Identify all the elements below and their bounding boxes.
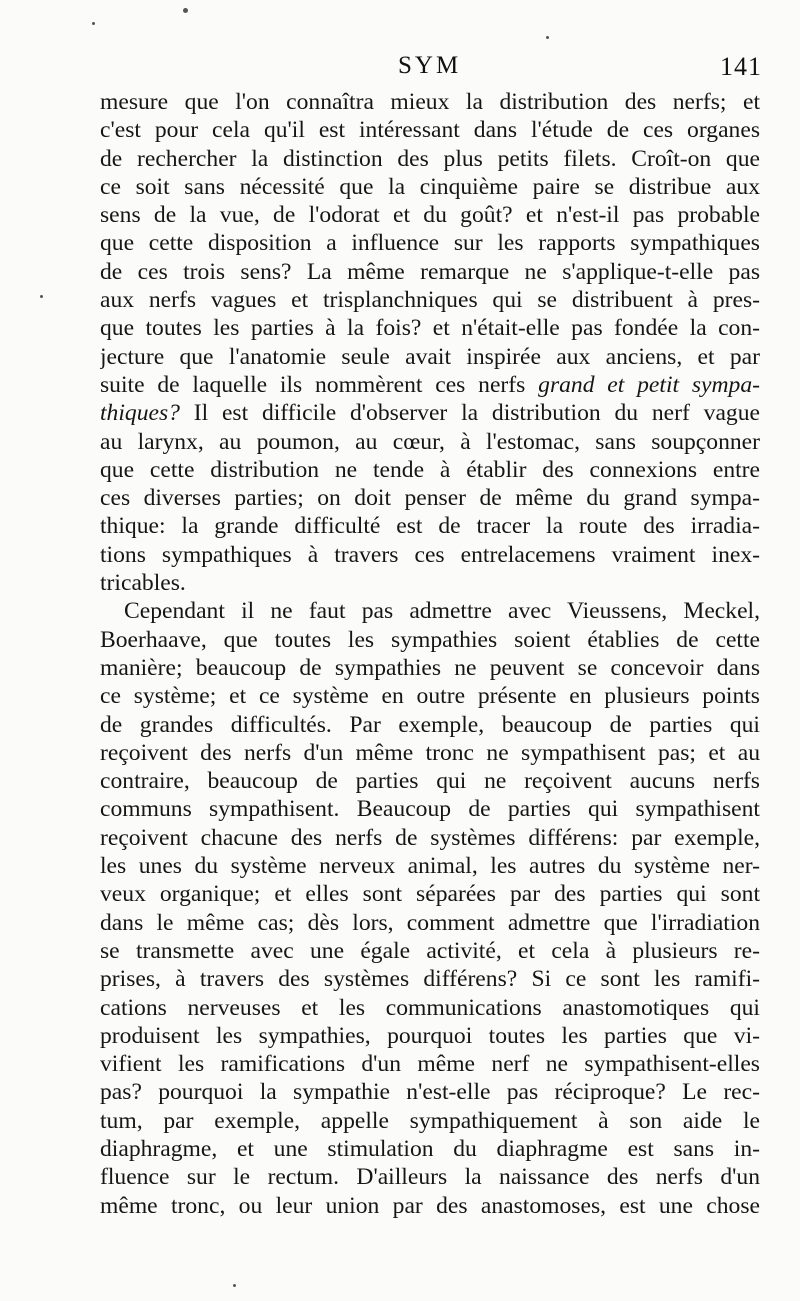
- text-line: thique: la grande difficulté est de tracer la route des irradia-: [100, 513, 760, 540]
- text-run: suite de laquelle ils nommèrent ces nerfs: [100, 371, 539, 398]
- italic-run: thiques?: [100, 400, 180, 427]
- text-line: que toutes les parties à la fois? et n'était-elle pas fondée la con-: [100, 315, 760, 342]
- ink-speck: [546, 36, 549, 39]
- text-line: que cette disposition a influence sur les rapports sympathiques: [100, 230, 760, 257]
- text-line: reçoivent chacune des nerfs de systèmes différens: par exemple,: [100, 824, 760, 851]
- text-line: pas? pourquoi la sympathie n'est-elle pas réciproque? Le rec-: [100, 1079, 760, 1106]
- text-line: dans le même cas; dès lors, comment admettre que l'irradiation: [100, 909, 760, 936]
- text-line: ce soit sans nécessité que la cinquième paire se distribue aux: [100, 173, 760, 200]
- text-line: sens de la vue, de l'odorat et du goût? et n'est-il pas probable: [100, 202, 760, 229]
- text-line: diaphragme, et une stimulation du diaphragme est sans in-: [100, 1135, 760, 1162]
- text-line: c'est pour cela qu'il est intéressant dans l'étude de ces organes: [100, 117, 760, 144]
- page-number: 141: [720, 52, 762, 81]
- text-line: ces diverses parties; on doit penser de même du grand sympa-: [100, 485, 760, 512]
- ink-speck: [92, 22, 95, 25]
- paragraph: [100, 88, 760, 597]
- paragraph: [100, 597, 760, 1220]
- ink-speck: [233, 1284, 236, 1287]
- text-line: que cette distribution ne tende à établir des connexions entre: [100, 456, 760, 483]
- text-line: communs sympathisent. Beaucoup de parties qui sympathisent: [100, 796, 760, 823]
- text-line: fluence sur le rectum. D'ailleurs la naissance des nerfs d'un: [100, 1164, 760, 1191]
- running-title: SYM: [398, 52, 462, 79]
- text-line: cations nerveuses et les communications anastomotiques qui: [100, 994, 760, 1021]
- text-line: au larynx, au poumon, au cœur, à l'estomac, sans soupçonner: [100, 428, 760, 455]
- text-line: contraire, beaucoup de parties qui ne reçoivent aucuns nerfs: [100, 768, 760, 795]
- text-line: Boerhaave, que toutes les sympathies soient établies de cette: [100, 626, 760, 653]
- text-line: jecture que l'anatomie seule avait inspirée aux anciens, et par: [100, 343, 760, 370]
- text-line: tions sympathiques à travers ces entrelacemens vraiment inex-: [100, 541, 760, 568]
- text-line: manière; beaucoup de sympathies ne peuvent se concevoir dans: [100, 654, 760, 681]
- text-line: de rechercher la distinction des plus petits filets. Croît-on que: [100, 145, 760, 172]
- body-text: [100, 88, 760, 1220]
- text-line: les unes du système nerveux animal, les autres du système ner-: [100, 853, 760, 880]
- text-line: ce système; et ce système en outre présente en plusieurs points: [100, 683, 760, 710]
- text-line: de grandes difficultés. Par exemple, beaucoup de parties qui: [100, 711, 760, 738]
- text-line: veux organique; et elles sont séparées par des parties qui sont: [100, 881, 760, 908]
- text-line: vifient les ramifications d'un même nerf ne sympathisent-elles: [100, 1051, 760, 1078]
- text-line: Cependant il ne faut pas admettre avec Vieussens, Meckel,: [124, 598, 760, 625]
- text-line: reçoivent des nerfs d'un même tronc ne sympathisent pas; et au: [100, 739, 760, 766]
- text-line: produisent les sympathies, pourquoi toutes les parties que vi-: [100, 1022, 760, 1049]
- text-line: de ces trois sens? La même remarque ne s'applique-t-elle pas: [100, 258, 760, 285]
- text-line: aux nerfs vagues et trisplanchniques qui se distribuent à pres-: [100, 287, 760, 314]
- ink-speck: [183, 8, 188, 13]
- text-line: même tronc, ou leur union par des anastomoses, est une chose: [100, 1192, 760, 1219]
- text-run: Il est difficile d'observer la distribution du nerf vague: [179, 400, 760, 427]
- text-line: tum, par exemple, appelle sympathiquement à son aide le: [100, 1107, 760, 1134]
- text-line: [100, 399, 760, 427]
- text-line: se transmette avec une égale activité, et cela à plusieurs re-: [100, 937, 760, 964]
- ink-speck: [40, 295, 43, 298]
- text-line: prises, à travers des systèmes différens? Si ce sont les ramifi-: [100, 966, 760, 993]
- text-line: [100, 371, 760, 399]
- text-line: tricables.: [100, 570, 186, 597]
- running-head: [100, 52, 762, 86]
- text-line: mesure que l'on connaîtra mieux la distribution des nerfs; et: [100, 89, 760, 115]
- italic-run: grand et petit sympa-: [538, 371, 760, 398]
